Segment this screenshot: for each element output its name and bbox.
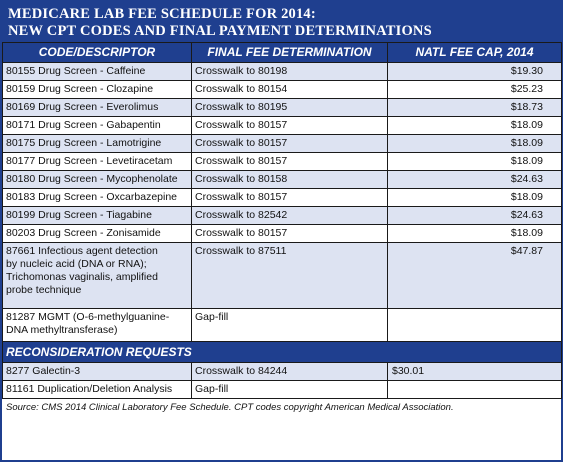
cell-cap: $18.09 [388, 117, 562, 135]
cell-cap: $30.01 [388, 363, 562, 381]
cell-determination: Crosswalk to 82542 [192, 207, 388, 225]
cell-determination: Crosswalk to 80198 [192, 63, 388, 81]
cell-cap: $19.30 [388, 63, 562, 81]
table-row [3, 117, 562, 135]
cell-code: 80203 Drug Screen - Zonisamide [3, 225, 192, 243]
source-note: Source: CMS 2014 Clinical Laboratory Fee Schedule. CPT codes copyright American Medical Association. [6, 402, 454, 413]
table-row [3, 381, 562, 399]
section-header-row [3, 342, 562, 363]
reconsideration-heading: RECONSIDERATION REQUESTS [3, 342, 562, 363]
header-row [3, 43, 562, 63]
cell-cap: $18.09 [388, 153, 562, 171]
cell-cap: $24.63 [388, 171, 562, 189]
cell-determination: Crosswalk to 80157 [192, 135, 388, 153]
cell-code: 80199 Drug Screen - Tiagabine [3, 207, 192, 225]
table-row [3, 135, 562, 153]
table-row [3, 243, 562, 309]
cell-determination: Gap-fill [192, 309, 388, 342]
cell-cap: $24.63 [388, 207, 562, 225]
cell-determination: Crosswalk to 80157 [192, 117, 388, 135]
cell-cap: $25.23 [388, 81, 562, 99]
code-line: DNA methyltransferase) [6, 324, 118, 336]
cell-determination: Crosswalk to 80157 [192, 153, 388, 171]
cell-cap: $18.09 [388, 189, 562, 207]
cell-code: 80171 Drug Screen - Gabapentin [3, 117, 192, 135]
cell-code: 80180 Drug Screen - Mycophenolate [3, 171, 192, 189]
cell-cap: $18.09 [388, 225, 562, 243]
code-line: 87661 Infectious agent detection [6, 245, 158, 257]
table-row [3, 207, 562, 225]
code-line: by nucleic acid (DNA or RNA); [6, 258, 147, 270]
table-title [2, 2, 561, 42]
cell-determination: Crosswalk to 80157 [192, 225, 388, 243]
cell-code: 8277 Galectin-3 [3, 363, 192, 381]
table-row [3, 189, 562, 207]
cell-code: 80183 Drug Screen - Oxcarbazepine [3, 189, 192, 207]
cell-determination: Crosswalk to 80195 [192, 99, 388, 117]
cell-code [3, 243, 192, 309]
cell-code: 80159 Drug Screen - Clozapine [3, 81, 192, 99]
cell-cap [388, 309, 562, 342]
table-row [3, 309, 562, 342]
cell-code [3, 309, 192, 342]
table-row [3, 81, 562, 99]
cell-determination: Crosswalk to 87511 [192, 243, 388, 309]
cell-code: 80155 Drug Screen - Caffeine [3, 63, 192, 81]
cell-cap: $18.09 [388, 135, 562, 153]
header-cap: NATL FEE CAP, 2014 [388, 43, 562, 63]
fee-table [2, 42, 562, 399]
cell-determination: Crosswalk to 80154 [192, 81, 388, 99]
cell-code: 80177 Drug Screen - Levetiracetam [3, 153, 192, 171]
cell-cap [388, 381, 562, 399]
title-line-1: MEDICARE LAB FEE SCHEDULE FOR 2014: [8, 6, 316, 22]
header-code: CODE/DESCRIPTOR [3, 43, 192, 63]
cell-code: 80175 Drug Screen - Lamotrigine [3, 135, 192, 153]
cell-cap: $47.87 [388, 243, 562, 309]
table-row [3, 225, 562, 243]
table-row [3, 63, 562, 81]
cell-determination: Crosswalk to 84244 [192, 363, 388, 381]
title-line-2: NEW CPT CODES AND FINAL PAYMENT DETERMINATIONS [8, 23, 432, 39]
table-row [3, 171, 562, 189]
cell-code: 80169 Drug Screen - Everolimus [3, 99, 192, 117]
code-line: Trichomonas vaginalis, amplified [6, 271, 158, 283]
header-determination: FINAL FEE DETERMINATION [192, 43, 388, 63]
cell-cap: $18.73 [388, 99, 562, 117]
table-row [3, 363, 562, 381]
cell-determination: Crosswalk to 80157 [192, 189, 388, 207]
table-row [3, 153, 562, 171]
cell-determination: Gap-fill [192, 381, 388, 399]
code-line: 81287 MGMT (O-6-methylguanine- [6, 311, 170, 323]
cell-determination: Crosswalk to 80158 [192, 171, 388, 189]
table-row [3, 99, 562, 117]
code-line: probe technique [6, 284, 82, 296]
cell-code: 81161 Duplication/Deletion Analysis [3, 381, 192, 399]
